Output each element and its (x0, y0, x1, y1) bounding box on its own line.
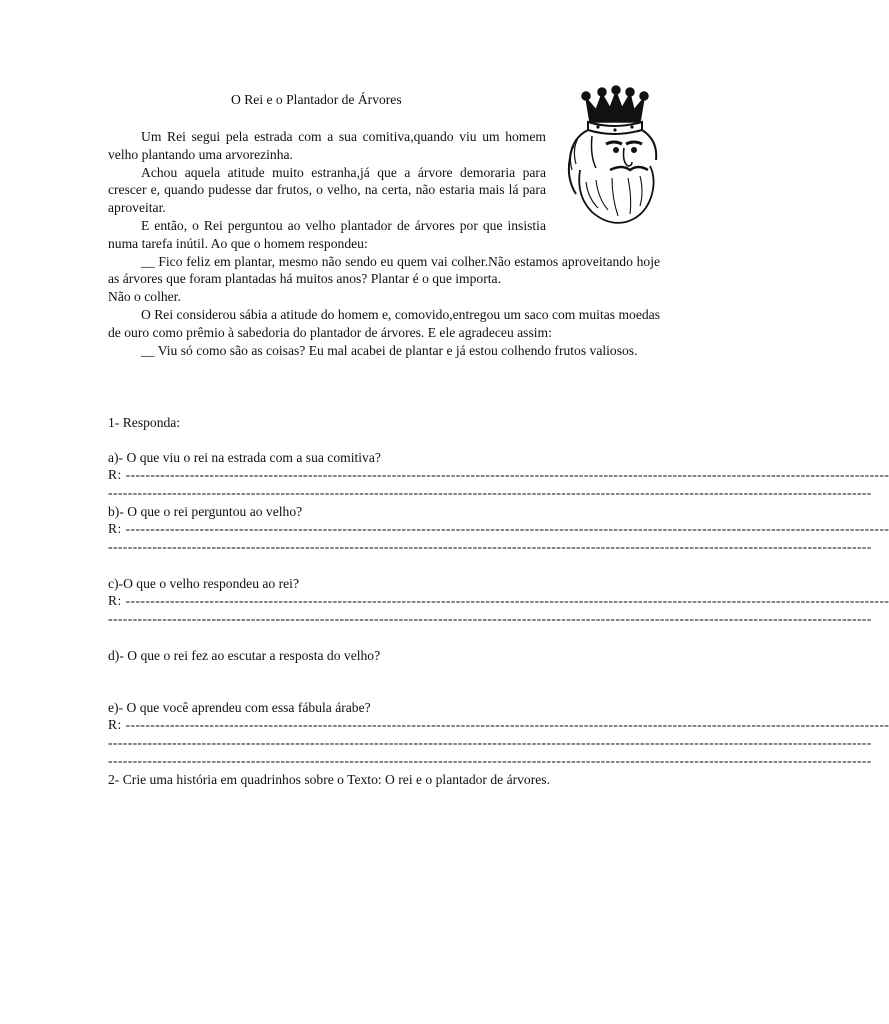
answer-prefix: R: (108, 521, 122, 536)
answer-dashes: ----------------------------------------------------------------------------------------------------------------------------------------------------------- (125, 467, 889, 482)
page-title: O Rei e o Plantador de Árvores (231, 92, 402, 107)
answer-dashes: ----------------------------------------------------------------------------------------------------------------------------------------------------------- (125, 717, 889, 732)
answer-dashes: ----------------------------------------------------------------------------------------------------------------------------------------------------------- (108, 485, 872, 500)
story-text (108, 128, 660, 359)
story-paragraph-6: __ Viu só como são as coisas? Eu mal acabei de plantar e já estou colhendo frutos valiosos. (141, 342, 638, 358)
answer-line-e1[interactable] (108, 716, 889, 733)
answer-line-c2[interactable] (108, 610, 872, 627)
answer-dashes: ----------------------------------------------------------------------------------------------------------------------------------------------------------- (108, 753, 872, 768)
answer-dashes: ----------------------------------------------------------------------------------------------------------------------------------------------------------- (125, 521, 889, 536)
question-2: 2- Crie uma história em quadrinhos sobre o Texto: O rei e o plantador de árvores. (108, 772, 550, 787)
answer-line-e3[interactable] (108, 752, 872, 769)
answer-dashes: ----------------------------------------------------------------------------------------------------------------------------------------------------------- (108, 735, 872, 750)
answer-prefix: R: (108, 717, 122, 732)
story-paragraph-1: Um Rei segui pela estrada com a sua comitiva,quando viu um homem velho plantando uma arvorezinha. (108, 129, 546, 162)
question-b: b)- O que o rei perguntou ao velho? (108, 504, 303, 519)
story-paragraph-2: Achou aquela atitude muito estranha,já que a árvore demoraria para crescer e, quando pudesse dar frutos, o velho, na certa, não estaria mais lá para aproveitar. (108, 164, 546, 216)
question-c: c)-O que o velho respondeu ao rei? (108, 576, 299, 591)
answer-line-a1[interactable] (108, 466, 889, 483)
answer-line-e2[interactable] (108, 734, 872, 751)
answer-prefix: R: (108, 467, 122, 482)
answer-line-b1[interactable] (108, 520, 889, 537)
story-paragraph-3: E então, o Rei perguntou ao velho plantador de árvores por que insistia numa tarefa inútil. Ao que o homem respondeu: (108, 217, 546, 251)
question-a: a)- O que viu o rei na estrada com a sua comitiva? (108, 450, 381, 465)
exercise-heading: 1- Responda: (108, 415, 181, 430)
story-paragraph-5: O Rei considerou sábia a atitude do homem e, comovido,entregou um saco com muitas moedas de ouro como prêmio à sabedoria do plantador de árvores. E ele agradeceu assim: (108, 306, 660, 340)
answer-dashes: ----------------------------------------------------------------------------------------------------------------------------------------------------------- (108, 611, 872, 626)
answer-dashes: ----------------------------------------------------------------------------------------------------------------------------------------------------------- (108, 539, 872, 554)
question-d: d)- O que o rei fez ao escutar a resposta do velho? (108, 648, 381, 663)
question-e: e)- O que você aprendeu com essa fábula árabe? (108, 700, 371, 715)
story-paragraph-4: __ Fico feliz em plantar, mesmo não sendo eu quem vai colher.Não estamos aproveitando hoje as árvores que foram plantadas há muitos anos? Plantar é o que importa. (108, 253, 660, 287)
story-paragraph-4-end: Não o colher. (108, 289, 181, 305)
answer-line-a2[interactable] (108, 484, 872, 501)
answer-dashes: ----------------------------------------------------------------------------------------------------------------------------------------------------------- (125, 593, 889, 608)
answer-prefix: R: (108, 593, 122, 608)
answer-line-c1[interactable] (108, 592, 889, 609)
answer-line-b2[interactable] (108, 538, 872, 555)
